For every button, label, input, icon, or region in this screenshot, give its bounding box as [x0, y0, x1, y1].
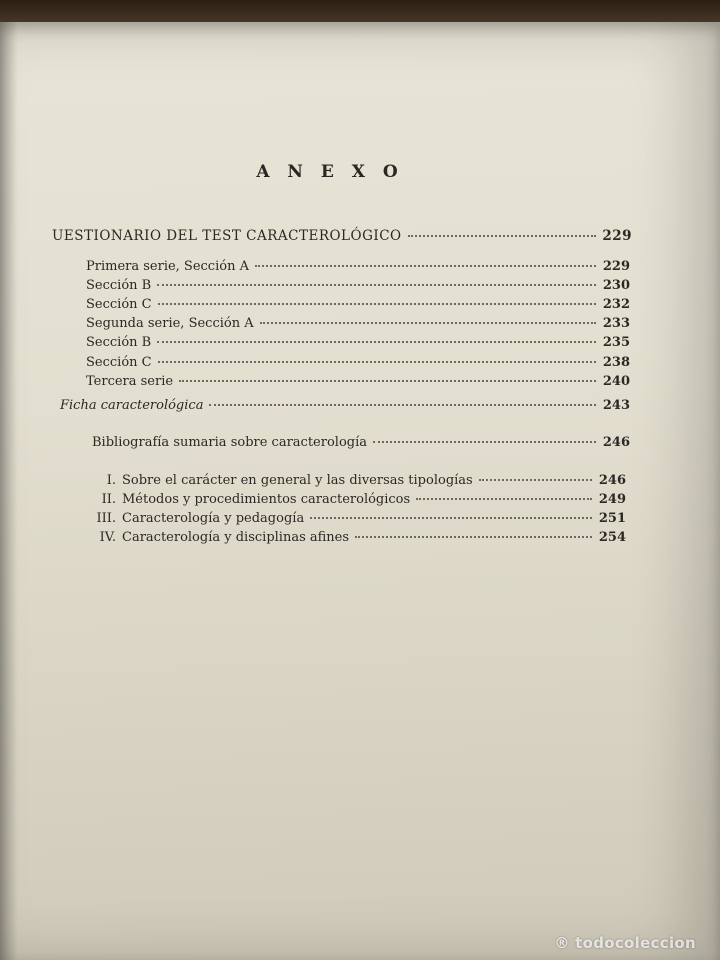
- toc-entry-page: 235: [602, 335, 630, 350]
- toc-entry-label: Sección B: [86, 335, 152, 350]
- toc-entry-primera-seccion-c: [86, 297, 630, 312]
- toc-entry-label: Tercera serie: [86, 374, 174, 389]
- toc-entry-label: Bibliografía sumaria sobre caracterología: [92, 435, 367, 450]
- toc-entry-label: Sección C: [86, 297, 152, 312]
- roman-numeral: I.: [106, 473, 116, 488]
- dot-leader: [373, 440, 596, 443]
- toc-entry-page: 233: [602, 316, 630, 331]
- dot-leader: [255, 264, 596, 267]
- toc-entry-label: Sección C: [86, 355, 152, 370]
- toc-entry-page: 240: [602, 374, 630, 389]
- toc-entry-label: [86, 473, 473, 488]
- toc-entry-page: 229: [602, 228, 632, 244]
- dot-leader: [310, 516, 592, 519]
- toc-entry-label: [86, 511, 304, 526]
- dot-leader: [416, 497, 592, 500]
- dot-leader: [157, 283, 596, 286]
- toc-entry-page: 232: [602, 297, 630, 312]
- toc-entry-bib-iii: [86, 511, 626, 526]
- dot-leader: [158, 302, 596, 305]
- dot-leader: [355, 535, 592, 538]
- toc-entry-label: Primera serie, Sección A: [86, 259, 249, 274]
- toc-entry-text: Caracterología y disciplinas afines: [122, 530, 350, 545]
- dot-leader: [479, 478, 592, 481]
- dot-leader: [408, 234, 597, 237]
- toc-entry-page: 238: [602, 355, 630, 370]
- toc-entry-text: Sobre el carácter en general y las diversas tipologías: [122, 473, 473, 488]
- toc-entry-label: UESTIONARIO DEL TEST CARACTEROLÓGICO: [52, 228, 402, 244]
- toc-entry-page: 243: [602, 398, 630, 413]
- toc-entry-cuestionario: [52, 228, 632, 244]
- toc-entry-bibliografia: [92, 435, 630, 450]
- toc-entry-bib-i: [86, 473, 626, 488]
- roman-numeral: II.: [101, 492, 116, 507]
- toc-entry-label: Ficha caracterológica: [60, 398, 204, 413]
- dot-leader: [209, 403, 596, 406]
- toc-entry-segunda-seccion-c: [86, 355, 630, 370]
- book-page: [0, 22, 720, 960]
- toc-entry-page: 249: [598, 492, 626, 507]
- toc-entry-label: Sección B: [86, 278, 152, 293]
- toc-entry-primera-serie-seccion-a: [86, 259, 630, 274]
- toc-entry-segunda-seccion-b: [86, 335, 630, 350]
- dot-leader: [157, 340, 596, 343]
- toc-entry-label: [86, 530, 349, 545]
- toc-entry-page: 251: [598, 511, 626, 526]
- page-heading: A N E X O: [256, 162, 404, 182]
- dot-leader: [179, 379, 596, 382]
- toc-entry-page: 246: [598, 473, 626, 488]
- toc-entry-bib-iv: [86, 530, 626, 545]
- toc-entry-page: 254: [598, 530, 626, 545]
- toc-entry-page: 246: [602, 435, 630, 450]
- toc-entry-text: Métodos y procedimientos caracterológicos: [122, 492, 411, 507]
- dot-leader: [158, 360, 596, 363]
- toc-entry-text: Caracterología y pedagogía: [122, 511, 305, 526]
- toc-entry-label: [86, 492, 410, 507]
- toc-entry-ficha: [60, 398, 630, 413]
- watermark-logo: ® todocoleccion: [554, 934, 696, 952]
- toc-entry-page: 230: [602, 278, 630, 293]
- toc-entry-tercera-serie: [86, 374, 630, 389]
- roman-numeral: III.: [96, 511, 116, 526]
- toc-entry-page: 229: [602, 259, 630, 274]
- toc-entry-segunda-serie-seccion-a: [86, 316, 630, 331]
- roman-numeral: IV.: [99, 530, 116, 545]
- toc-entry-bib-ii: [86, 492, 626, 507]
- toc-entry-label: Segunda serie, Sección A: [86, 316, 254, 331]
- dot-leader: [260, 321, 596, 324]
- toc-entry-primera-seccion-b: [86, 278, 630, 293]
